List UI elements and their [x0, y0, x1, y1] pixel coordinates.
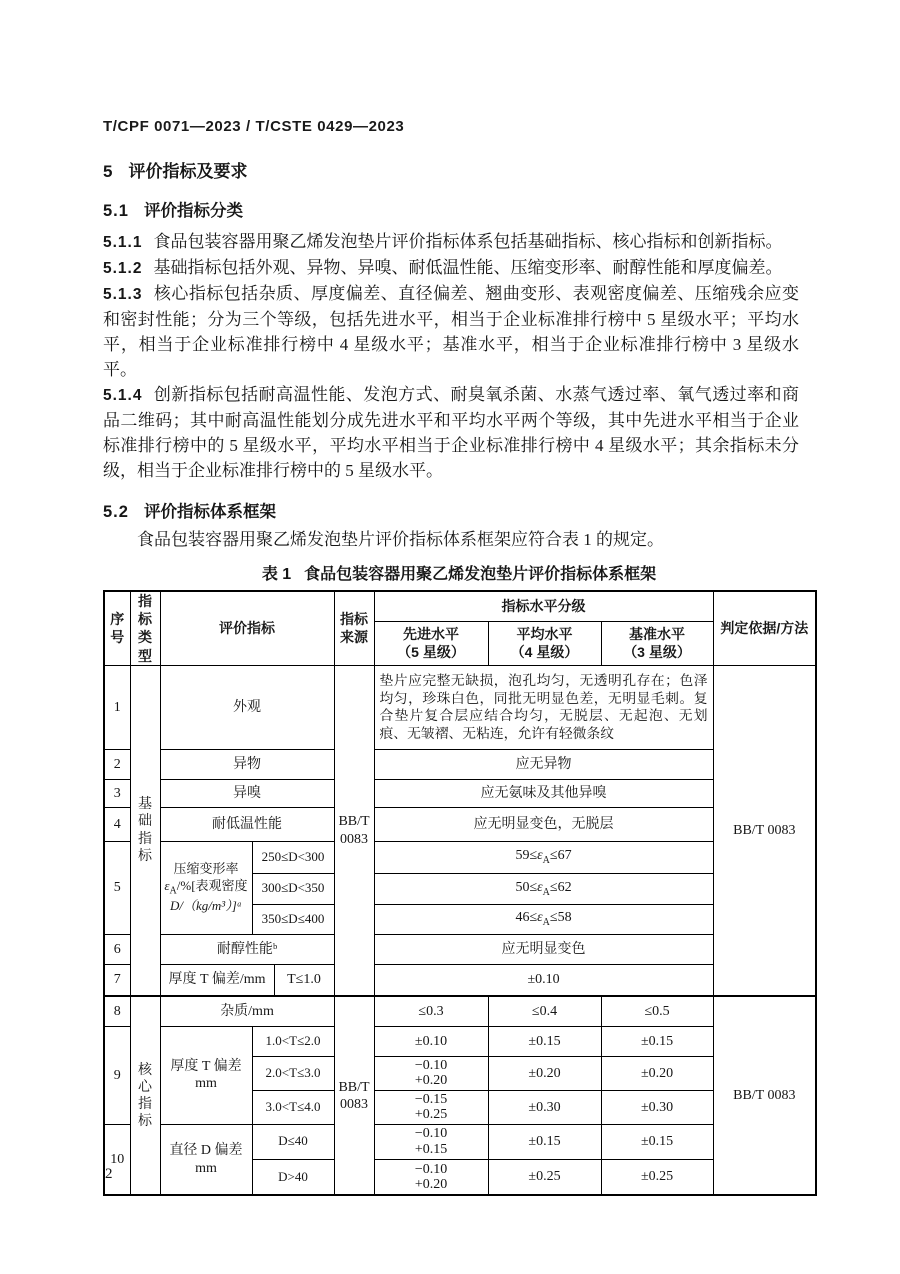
cell-indicator: 耐醇性能ᵇ [160, 934, 334, 964]
cell-density-range: 300≤D<350 [252, 873, 334, 904]
section-number: 5.2 [103, 503, 129, 521]
cell-density-range: 250≤D<300 [252, 841, 334, 873]
header-judge: 判定依据/方法 [713, 591, 816, 665]
cell-level-advanced: −0.10 +0.20 [374, 1159, 488, 1195]
cell-level-average: ≤0.4 [488, 996, 601, 1026]
cell-seq: 9 [104, 1026, 130, 1124]
cell-indicator: 杂质/mm [160, 996, 334, 1026]
cell-seq: 1 [104, 665, 130, 749]
clause-5-1-3 [103, 281, 815, 382]
cell-requirement: $50\le\varepsilon_A\le 62$ [374, 873, 713, 904]
cell-seq: 10 [104, 1124, 130, 1195]
cell-source-basic: BB/T 0083 [334, 665, 374, 996]
cell-thickness-range: T≤1.0 [274, 964, 334, 996]
section-number: 5 [103, 162, 114, 181]
standard-number-header: T/CPF 0071—2023 / T/CSTE 0429—2023 [103, 118, 405, 135]
table-row-3 [104, 779, 816, 807]
header-level-baseline [601, 622, 713, 666]
cell-seq: 4 [104, 807, 130, 841]
cell-density-range: 350≤D≤400 [252, 904, 334, 934]
cell-indicator-thickness [160, 1026, 252, 1124]
clause-list [103, 229, 815, 483]
indicator-line: $\varepsilon_A/\%$[表观密度 [164, 877, 248, 897]
cell-thickness-range: 2.0<T≤3.0 [252, 1056, 334, 1090]
cell-type-basic: 基础指标 [130, 665, 160, 996]
table-row-4 [104, 807, 816, 841]
header-seq: 序号 [104, 591, 130, 665]
cell-judge-core: BB/T 0083 [713, 996, 816, 1195]
cell-requirement: 垫片应完整无缺损，泡孔均匀，无透明孔存在；色泽均匀，珍珠白色，同批无明显色差，无明显毛刺。复合垫片复合层应结合均匀，无脱层、无起泡、无划痕、无皱褶、无粘连，允许有轻微条纹 [374, 665, 713, 749]
cell-level-advanced: ≤0.3 [374, 996, 488, 1026]
section-heading-5-1 [103, 197, 815, 221]
cell-requirement: 应无异物 [374, 749, 713, 779]
table-row-9a [104, 1026, 816, 1056]
cell-judge-basic: BB/T 0083 [713, 665, 816, 996]
level-star: （3 星级） [623, 644, 691, 661]
table-row-2 [104, 749, 816, 779]
cell-requirement: $46\le\varepsilon_A\le 58$ [374, 904, 713, 934]
level-name: 基准水平 [629, 626, 686, 643]
cell-indicator-compression [160, 841, 252, 934]
clause-number: 5.1.2 [103, 260, 143, 277]
indicator-line: mm [195, 1076, 217, 1092]
section-heading-5-2 [103, 498, 815, 522]
header-level-group: 指标水平分级 [374, 591, 713, 622]
cell-requirement: 应无明显变色，无脱层 [374, 807, 713, 841]
clause-text: 核心指标包括杂质、厚度偏差、直径偏差、翘曲变形、表观密度偏差、压缩残余应变和密封性能；分为三个等级，包括先进水平，相当于企业标准排行榜中 5 星级水平；平均水平，相当于企业标准排行榜中 4 星级水平；基准水平，相当于企业标准排行榜中 3 星级水平。 [103, 284, 799, 379]
cell-seq: 5 [104, 841, 130, 934]
cell-level-baseline: ±0.15 [601, 1124, 713, 1159]
cell-level-advanced: −0.15 +0.25 [374, 1090, 488, 1124]
section-title: 评价指标体系框架 [143, 503, 276, 521]
cell-requirement: ±0.10 [374, 964, 713, 996]
cell-level-baseline: ±0.20 [601, 1056, 713, 1090]
table-header-row-1 [104, 591, 816, 622]
cell-thickness-range: 3.0<T≤4.0 [252, 1090, 334, 1124]
cell-level-average: ±0.20 [488, 1056, 601, 1090]
cell-seq: 8 [104, 996, 130, 1026]
table-row-6 [104, 934, 816, 964]
table-row-5a [104, 841, 816, 873]
page-content [103, 118, 815, 1196]
cell-seq: 7 [104, 964, 130, 996]
section-heading-5 [103, 157, 815, 182]
cell-diameter-range: D>40 [252, 1159, 334, 1195]
header-level-average [488, 622, 601, 666]
header-level-advanced [374, 622, 488, 666]
section-title: 评价指标及要求 [128, 162, 248, 181]
level-star: （5 星级） [397, 644, 465, 661]
cell-type-core: 核心指标 [130, 996, 160, 1195]
level-name: 平均水平 [516, 626, 573, 643]
table-caption-label: 表 1 [261, 566, 292, 583]
cell-requirement: 应无氨味及其他异嗅 [374, 779, 713, 807]
section-title: 评价指标分类 [143, 202, 243, 220]
clause-text: 创新指标包括耐高温性能、发泡方式、耐臭氧杀菌、水蒸气透过率、氧气透过率和商品二维码；其中耐高温性能划分成先进水平和平均水平两个等级，其中先进水平相当于企业标准排行榜中的 5 星级水平，平均水平相当于企业标准排行榜中 4 星级水平；其余指标未分级，相当于企业标准排行榜中的 5 星级水平。 [103, 385, 799, 480]
cell-level-advanced: −0.10 +0.15 [374, 1124, 488, 1159]
cell-indicator: 厚度 T 偏差/mm [160, 964, 274, 996]
clause-number: 5.1.1 [103, 234, 143, 251]
indicator-line: 压缩变形率 [173, 861, 239, 877]
cell-level-advanced: −0.10 +0.20 [374, 1056, 488, 1090]
cell-level-advanced: ±0.10 [374, 1026, 488, 1056]
cell-indicator: 外观 [160, 665, 334, 749]
clause-number: 5.1.4 [103, 387, 143, 404]
cell-level-average: ±0.15 [488, 1026, 601, 1056]
level-star: （4 星级） [510, 644, 579, 661]
cell-indicator: 耐低温性能 [160, 807, 334, 841]
cell-requirement: $59\le\varepsilon_A\le 67$ [374, 841, 713, 873]
table-row-8 [104, 996, 816, 1026]
clause-text: 基础指标包括外观、异物、异嗅、耐低温性能、压缩变形率、耐醇性能和厚度偏差。 [153, 258, 783, 277]
clause-5-1-2 [103, 255, 815, 281]
cell-seq: 2 [104, 749, 130, 779]
cell-level-baseline: ≤0.5 [601, 996, 713, 1026]
clause-number: 5.1.3 [103, 286, 143, 303]
indicator-line: 直径 D 偏差 [169, 1143, 243, 1159]
clause-5-1-4 [103, 382, 815, 483]
header-source: 指标来源 [334, 591, 374, 665]
indicator-line: mm [195, 1160, 217, 1176]
paragraph-5-2: 食品包装容器用聚乙烯发泡垫片评价指标体系框架应符合表 1 的规定。 [137, 530, 664, 549]
clause-5-1-1 [103, 229, 815, 255]
cell-requirement: 应无明显变色 [374, 934, 713, 964]
cell-level-baseline: ±0.15 [601, 1026, 713, 1056]
cell-seq: 3 [104, 779, 130, 807]
table-caption-text: 食品包装容器用聚乙烯发泡垫片评价指标体系框架 [304, 566, 657, 583]
indicator-line: 厚度 T 偏差 [170, 1059, 242, 1075]
cell-level-baseline: ±0.25 [601, 1159, 713, 1195]
header-indicator: 评价指标 [160, 591, 334, 665]
cell-seq: 6 [104, 934, 130, 964]
table-row-10a [104, 1124, 816, 1159]
table-caption [103, 561, 815, 584]
cell-level-baseline: ±0.30 [601, 1090, 713, 1124]
cell-indicator-diameter [160, 1124, 252, 1195]
cell-level-average: ±0.25 [488, 1159, 601, 1195]
cell-indicator: 异物 [160, 749, 334, 779]
page-number: 2 [105, 1166, 113, 1182]
cell-level-average: ±0.15 [488, 1124, 601, 1159]
cell-thickness-range: 1.0<T≤2.0 [252, 1026, 334, 1056]
cell-source-core: BB/T 0083 [334, 996, 374, 1195]
cell-diameter-range: D≤40 [252, 1124, 334, 1159]
section-number: 5.1 [103, 202, 129, 220]
header-type: 指标类型 [130, 591, 160, 665]
table-row-1 [104, 665, 816, 749]
level-name: 先进水平 [403, 626, 460, 643]
evaluation-framework-table [103, 590, 817, 1196]
clause-text: 食品包装容器用聚乙烯发泡垫片评价指标体系包括基础指标、核心指标和创新指标。 [153, 232, 783, 251]
cell-indicator: 异嗅 [160, 779, 334, 807]
cell-level-average: ±0.30 [488, 1090, 601, 1124]
table-row-7 [104, 964, 816, 996]
indicator-line: D/（kg/m³）]ᵃ [170, 897, 242, 913]
